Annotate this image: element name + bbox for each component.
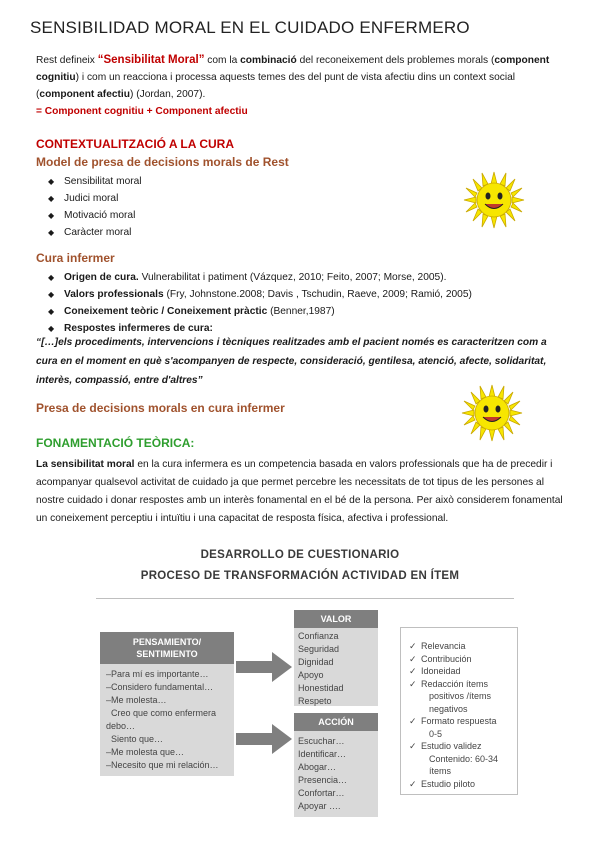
list-item: ◆ Respostes infermeres de cura: bbox=[48, 320, 472, 337]
sun-icon bbox=[460, 383, 524, 443]
check-icon: ✓ bbox=[409, 716, 417, 726]
pensamiento-header: PENSAMIENTO/ SENTIMIENTO bbox=[100, 632, 234, 664]
arrow-right-icon bbox=[236, 650, 294, 684]
list-item: –Necesito que mi relación… bbox=[106, 760, 219, 770]
list-item: Dignidad bbox=[298, 657, 334, 667]
check-icon: ✓ bbox=[409, 666, 417, 676]
page-title: SENSIBILIDAD MORAL EN EL CUIDADO ENFERMERO bbox=[30, 18, 470, 37]
intro-bold-2: component cognitiu bbox=[36, 55, 550, 83]
list-item: Apoyar …. bbox=[298, 801, 341, 811]
theory-paragraph bbox=[36, 456, 566, 528]
list-item: Confortar… bbox=[298, 788, 345, 798]
intro-formula: = Component cognitiu + Component afectiu bbox=[36, 106, 248, 117]
list-item: ◆ Coneixement teòric / Coneixement pràctic (Benner,1987) bbox=[48, 303, 472, 320]
list-item: ◆ Origen de cura. Vulnerabilitat i patiment (Vázquez, 2010; Feito, 2007; Morse, 2005). bbox=[48, 269, 472, 286]
section-subheading-rest-model: Model de presa de decisions morals de Rest bbox=[36, 155, 289, 169]
diamond-bullet-icon: ◆ bbox=[48, 228, 55, 237]
theory-bold: La sensibilitat moral bbox=[36, 459, 135, 470]
check-icon: ✓ bbox=[409, 741, 417, 751]
sun-icon bbox=[462, 170, 526, 230]
list-item: ◆ Judici moral bbox=[48, 190, 142, 207]
list-item: Seguridad bbox=[298, 644, 340, 654]
diamond-bullet-icon: ◆ bbox=[48, 177, 55, 186]
cura-infermer-list bbox=[48, 269, 472, 337]
intro-text-3: del reconeixement dels problemes morals ( bbox=[296, 55, 495, 66]
diagram-subtitle: PROCESO DE TRANSFORMACIÓN ACTIVIDAD EN ÍTEM bbox=[140, 570, 460, 582]
list-item: –Me molesta… bbox=[106, 695, 167, 705]
list-item: ✓ Redacción ítems bbox=[409, 678, 489, 689]
list-item: ✓ Contribución bbox=[409, 653, 472, 664]
check-icon: ✓ bbox=[409, 653, 417, 664]
valor-list bbox=[294, 628, 378, 706]
list-item: negativos bbox=[429, 703, 468, 714]
section-heading-theory: FONAMENTACIÓ TEÒRICA: bbox=[36, 436, 195, 450]
list-item: ✓ Formato respuesta bbox=[409, 716, 497, 726]
list-item: ✓ Estudio validez bbox=[409, 741, 482, 751]
list-item: –Me molesta que… bbox=[106, 747, 185, 757]
intro-text-4: ) i com un reacciona i processa aquests temes des del punt de vista afectiu dins un context social ( bbox=[36, 72, 516, 100]
list-item: Presencia… bbox=[298, 775, 348, 785]
diamond-bullet-icon: ◆ bbox=[48, 194, 55, 203]
list-item: –Considero fundamental… bbox=[106, 682, 214, 692]
list-item: ítems bbox=[429, 766, 452, 776]
accion-list bbox=[294, 731, 378, 817]
section-heading-decisions: Presa de decisions morals en cura infermer bbox=[36, 401, 285, 415]
diagram-title: DESARROLLO DE CUESTIONARIO bbox=[200, 549, 400, 561]
list-item: Contenido: 60-34 bbox=[429, 753, 499, 764]
pensamiento-list bbox=[100, 664, 234, 776]
divider bbox=[96, 598, 514, 599]
check-icon: ✓ bbox=[409, 778, 417, 789]
list-item: ✓ Relevancia bbox=[409, 641, 466, 651]
section-heading-context: CONTEXTUALITZACIÓ A LA CURA bbox=[36, 137, 234, 151]
list-item: ✓ Idoneidad bbox=[409, 666, 461, 676]
criteria-checklist bbox=[400, 627, 518, 795]
list-item: positivos /ítems bbox=[429, 691, 492, 701]
list-item: Siento que… bbox=[106, 734, 164, 744]
section-heading-cura-infermer: Cura infermer bbox=[36, 251, 115, 265]
list-item: 0-5 bbox=[429, 728, 443, 739]
list-item: ◆ Valors professionals (Fry, Johnstone.2008; Davis , Tschudin, Raeve, 2009; Ramió, 2005) bbox=[48, 286, 472, 303]
diamond-bullet-icon: ◆ bbox=[48, 324, 55, 333]
intro-text-5: ) (Jordan, 2007). bbox=[129, 89, 206, 100]
diamond-bullet-icon: ◆ bbox=[48, 290, 55, 299]
list-item: Apoyo bbox=[298, 670, 324, 680]
intro-term: “Sensibilitat Moral” bbox=[97, 54, 205, 66]
intro-paragraph bbox=[36, 52, 566, 120]
list-item: ✓ Estudio piloto bbox=[409, 778, 476, 789]
diamond-bullet-icon: ◆ bbox=[48, 307, 55, 316]
intro-bold-1: combinació bbox=[240, 55, 297, 66]
list-item: ◆ Sensibilitat moral bbox=[48, 173, 142, 190]
check-icon: ✓ bbox=[409, 678, 417, 689]
check-icon: ✓ bbox=[409, 641, 417, 651]
list-item: ◆ Caràcter moral bbox=[48, 224, 142, 241]
diamond-bullet-icon: ◆ bbox=[48, 211, 55, 220]
intro-text-2: com la bbox=[204, 55, 241, 66]
list-item: Confianza bbox=[298, 631, 339, 641]
arrow-right-icon bbox=[236, 722, 294, 756]
intro-bold-3: component afectiu bbox=[39, 89, 130, 100]
diamond-bullet-icon: ◆ bbox=[48, 273, 55, 282]
list-item: Escuchar… bbox=[298, 736, 345, 746]
list-item: Honestidad bbox=[298, 683, 344, 693]
list-item: debo… bbox=[106, 721, 136, 731]
intro-text-1: Rest defineix bbox=[36, 55, 98, 66]
care-quote: “[…]els procediments, intervencions i tècniques realitzades amb el pacient només es caracteritzen com a cura en el moment en què s'acompanyen de respecte, consideració, gentilesa, atenció, afecte, solidaritat, interès, compassió, entre d'altres” bbox=[36, 337, 547, 386]
list-item: Identificar… bbox=[298, 749, 347, 759]
list-item: –Para mí es importante… bbox=[106, 669, 209, 679]
theory-text: en la cura infermera es un competencia basada en valors professionals que ha de precedir i acompanyar qualsevol activitat de cuidado ja que permet percebre les necessitats de tot tipus de les persones al nostre cuidado i donar respostes amb un interès fonamental en el bé de la persona. Per això considerem fonamental un coneixement perceptiu i intuïtiu i una capacitat de resposta física, afectiva i professional. bbox=[36, 459, 563, 524]
list-item: ◆ Motivació moral bbox=[48, 207, 142, 224]
valor-header: VALOR bbox=[294, 610, 378, 628]
list-item: Respeto bbox=[298, 696, 332, 706]
list-item: Abogar… bbox=[298, 762, 337, 772]
list-item: Creo que como enfermera bbox=[106, 708, 217, 718]
rest-model-list bbox=[48, 173, 142, 241]
accion-header: ACCIÓN bbox=[294, 713, 378, 731]
